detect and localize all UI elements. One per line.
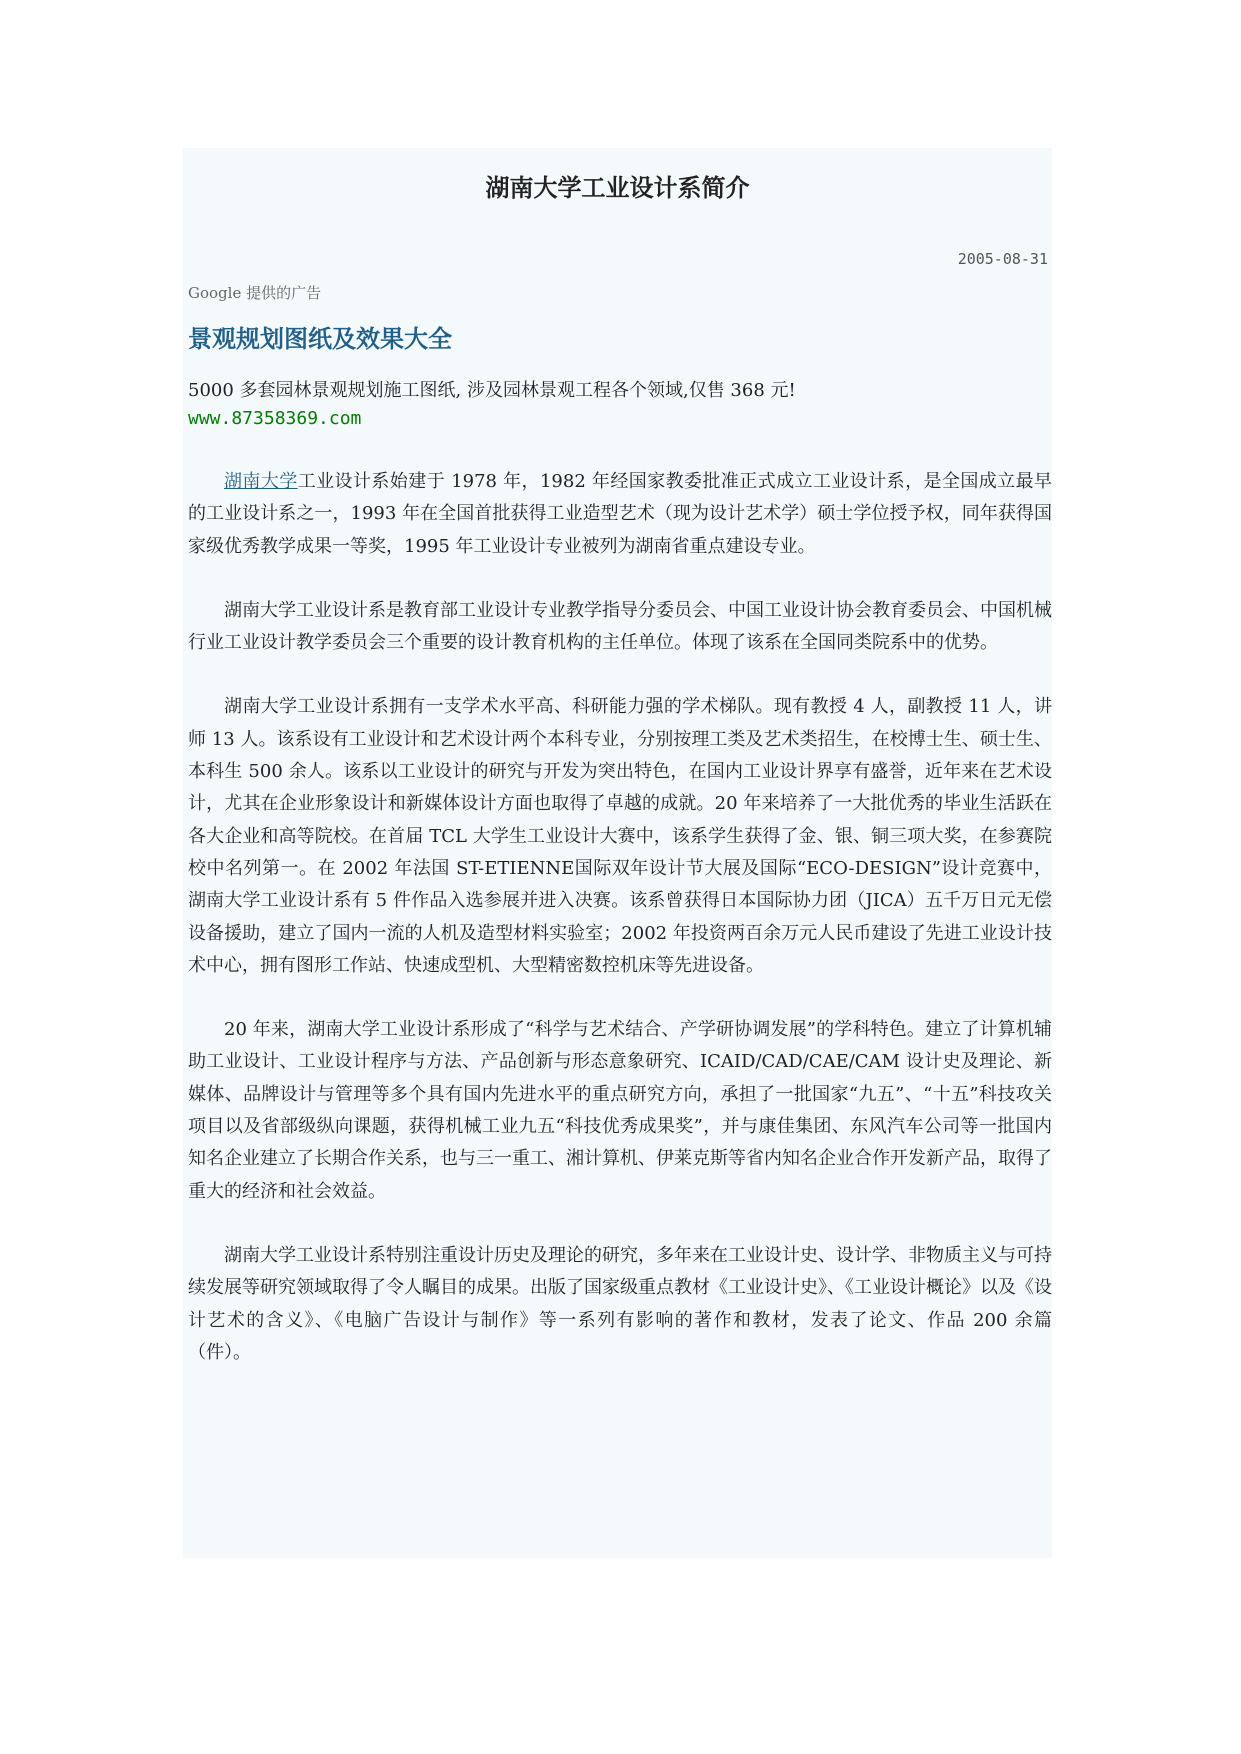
ad-headline-link[interactable]: 景观规划图纸及效果大全 bbox=[188, 325, 452, 353]
article-panel bbox=[183, 148, 1052, 1558]
article-title: 湖南大学工业设计系简介 bbox=[485, 174, 750, 202]
hunan-university-link[interactable]: 湖南大学 bbox=[224, 471, 298, 492]
ad-label: Google 提供的广告 bbox=[188, 284, 322, 302]
paragraph-history-text: 工业设计系始建于 1978 年，1982 年经国家教委批准正式成立工业设计系，是全国成立最早的工业设计系之一，1993 年在全国首批获得工业造型艺术（现为设计艺术学）硕士学位授予权，同年获得国家级优秀教学成果一等奖，1995 年工业设计专业被列为湖南省重点建设专业。 bbox=[188, 471, 1053, 557]
paragraph-committees: 湖南大学工业设计系是教育部工业设计专业教学指导分委员会、中国工业设计协会教育委员会、中国机械行业工业设计教学委员会三个重要的设计教育机构的主任单位。体现了该系在全国同类院系中的优势。 bbox=[188, 599, 1052, 654]
paragraph-history bbox=[188, 466, 1052, 563]
ad-description: 5000 多套园林景观规划施工图纸, 涉及园林景观工程各个领域,仅售 368 元! bbox=[188, 380, 796, 401]
paragraph-research: 20 年来，湖南大学工业设计系形成了“科学与艺术结合、产学研协调发展”的学科特色。建立了计算机辅助工业设计、工业设计程序与方法、产品创新与形态意象研究、ICAID/CAD/CAE/CAM 设计史及理论、新媒体、品牌设计与管理等多个具有国内先进水平的重点研究方向，承担了一批国家“九五”、“十五”科技攻关项目以及省部级纵向课题，获得机械工业九五“科技优秀成果奖”，并与康佳集团、东风汽车公司等一批国内知名企业建立了长期合作关系，也与三一重工、湘计算机、伊莱克斯等省内知名企业合作开发新产品，取得了重大的经济和社会效益。 bbox=[188, 1019, 1052, 1202]
article-body bbox=[188, 466, 1052, 1401]
ad-url-link[interactable]: www.87358369.com bbox=[188, 408, 362, 429]
publish-date: 2005-08-31 bbox=[957, 250, 1048, 268]
paragraph-faculty: 湖南大学工业设计系拥有一支学术水平高、科研能力强的学术梯队。现有教授 4 人，副教授 11 人，讲师 13 人。该系设有工业设计和艺术设计两个本科专业，分别按理工类及艺术类招生，在校博士生、硕士生、本科生 500 余人。该系以工业设计的研究与开发为突出特色，在国内工业设计界享有盛誉，近年来在艺术设计，尤其在企业形象设计和新媒体设计方面也取得了卓越的成就。20 年来培养了一大批优秀的毕业生活跃在各大企业和高等院校。在首届 TCL 大学生工业设计大赛中，该系学生获得了金、银、铜三项大奖，在参赛院校中名列第一。在 2002 年法国 ST-ETIENNE国际双年设计节大展及国际“ECO-DESIGN”设计竞赛中，湖南大学工业设计系有 5 件作品入选参展并进入决赛。该系曾获得日本国际协力团（JICA）五千万日元无偿设备援助，建立了国内一流的人机及造型材料实验室；2002 年投资两百余万元人民币建设了先进工业设计技术中心，拥有图形工作站、快速成型机、大型精密数控机床等先进设备。 bbox=[188, 696, 1052, 976]
paragraph-theory: 湖南大学工业设计系特别注重设计历史及理论的研究，多年来在工业设计史、设计学、非物质主义与可持续发展等研究领域取得了令人瞩目的成果。出版了国家级重点教材《工业设计史》、《工业设计概论》以及《设计艺术的含义》、《电脑广告设计与制作》等一系列有影响的著作和教材，发表了论文、作品 200 余篇（件）。 bbox=[188, 1244, 1052, 1363]
